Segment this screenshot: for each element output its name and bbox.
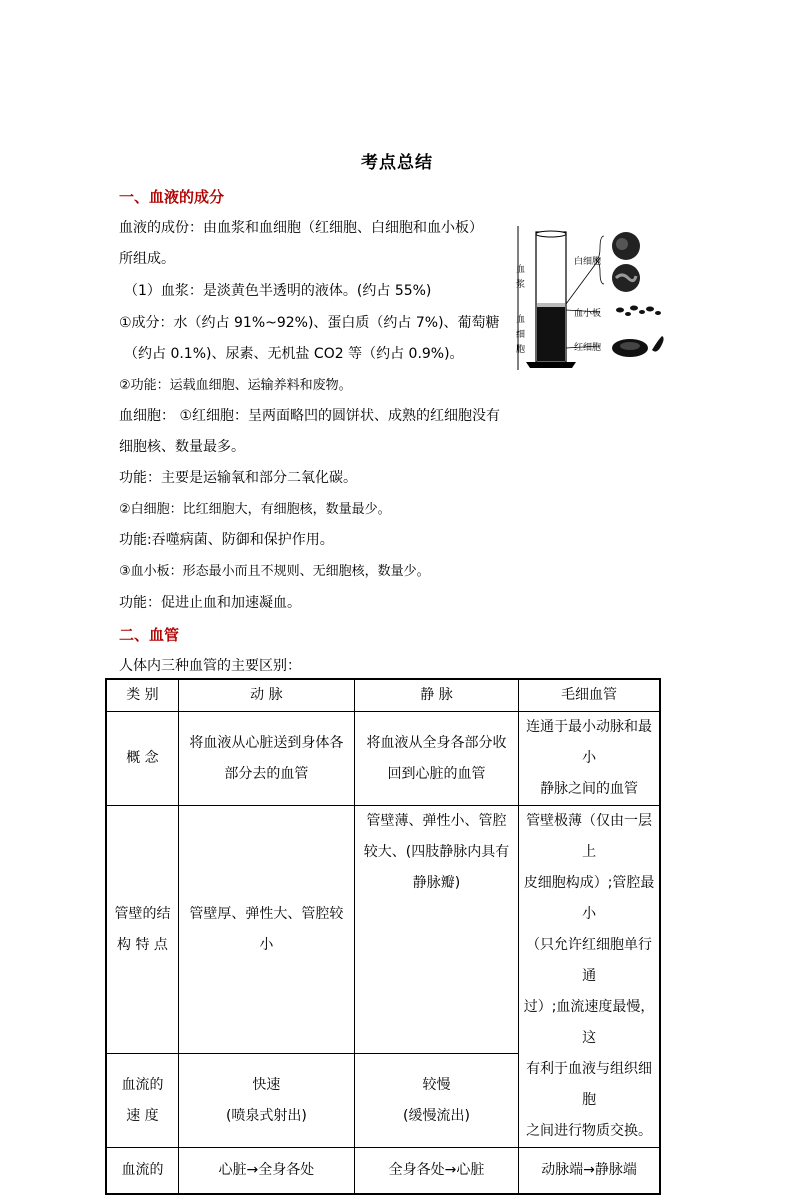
text-line: 血液的成份：由血浆和血细胞（红细胞、白细胞和血小板） (119, 220, 483, 236)
text-line: ①成分：水（约占 91%~92%)、蛋白质（约占 7%)、葡萄糖 (119, 315, 500, 331)
label-plasma-2: 浆 (516, 280, 526, 290)
row-label-concept: 概 念 (106, 712, 178, 806)
section-heading-blood-vessels: 二、血管 (119, 626, 180, 644)
cell-artery-direction: 心脏→全身各处 (178, 1148, 354, 1194)
blood-cylinder-illustration (512, 222, 672, 372)
text-line: 功能：促进止血和加速凝血。 (119, 595, 301, 611)
label-wbc: 白细胞 (574, 257, 602, 267)
cell-capillary-merged: 管壁极薄（仅由一层上 皮细胞构成）;管腔最小 （只允许红细胞单行通 过）;血流速度最慢，这 有利于血液与组织细胞 之间进行物质交换。 (519, 806, 660, 1148)
red-cell-side-icon (652, 336, 664, 352)
text-line: ③血小板：形态最小而且不规则、无细胞核，数量少。 (119, 564, 430, 579)
blood-cells-layer (537, 306, 565, 361)
text-line: ②白细胞：比红细胞大，有细胞核，数量最少。 (119, 502, 391, 517)
table-row (106, 806, 660, 1054)
label-rbc: 红细胞 (574, 343, 602, 353)
label-cells-3: 胞 (516, 345, 526, 355)
text-line: 功能：主要是运输氧和部分二氧化碳。 (119, 470, 357, 486)
label-cells-1: 血 (516, 315, 526, 325)
cell-vein-speed: 较慢 (缓慢流出) (354, 1054, 518, 1148)
cell-capillary-concept: 连通于最小动脉和最小 静脉之间的血管 (519, 712, 660, 806)
cell-capillary-direction: 动脉端→静脉端 (519, 1148, 660, 1194)
cell-vein-concept: 将血液从全身各部分收 回到心脏的血管 (354, 712, 518, 806)
label-platelet: 血小板 (574, 309, 602, 319)
text-line: （1）血浆：是淡黄色半透明的液体。(约占 55%) (124, 283, 432, 299)
cell-artery-wall: 管壁厚、弹性大、管腔较 小 (178, 806, 354, 1054)
text-line: 所组成。 (119, 251, 175, 267)
label-cells-2: 细 (516, 330, 526, 340)
text-line: 功能:吞噬病菌、防御和保护作用。 (119, 532, 334, 548)
label-plasma-1: 血 (516, 265, 526, 275)
table-intro: 人体内三种血管的主要区别： (119, 658, 301, 674)
text-line: 细胞核、数量最多。 (119, 439, 245, 455)
header-capillary: 毛细血管 (519, 679, 660, 712)
text-line: 血细胞： ①红细胞：呈两面略凹的圆饼状、成熟的红细胞没有 (119, 408, 500, 424)
header-vein: 静 脉 (354, 679, 518, 712)
row-label-wall-structure: 管壁的结 构 特 点 (106, 806, 178, 1054)
cell-artery-concept: 将血液从心脏送到身体各 部分去的血管 (178, 712, 354, 806)
text-line: ②功能：运载血细胞、运输养料和废物。 (119, 378, 352, 393)
table-row (106, 712, 660, 806)
table-header-row (106, 679, 660, 712)
page-title: 考点总结 (361, 153, 433, 173)
section-heading-blood-components: 一、血液的成分 (119, 188, 225, 206)
platelet-layer (537, 303, 565, 307)
table-row (106, 1148, 660, 1194)
row-label-flow-speed: 血流的 速 度 (106, 1054, 178, 1148)
platelet-icons (616, 306, 661, 317)
header-artery: 动 脉 (178, 679, 354, 712)
cell-artery-speed: 快速 (喷泉式射出) (178, 1054, 354, 1148)
blood-cylinder-figure (512, 222, 672, 372)
cell-vein-direction: 全身各处→心脏 (354, 1148, 518, 1194)
row-label-flow-direction: 血流的 (106, 1148, 178, 1194)
cylinder-base (526, 362, 576, 368)
header-category: 类 别 (106, 679, 178, 712)
cell-vein-wall: 管壁薄、弹性小、管腔 较大、(四肢静脉内具有 静脉瓣) (354, 806, 518, 1054)
cylinder-mouth (536, 231, 566, 237)
text-line: （约占 0.1%)、尿素、无机盐 CO2 等（约占 0.9%)。 (124, 346, 464, 362)
blood-vessel-table (105, 678, 661, 1195)
